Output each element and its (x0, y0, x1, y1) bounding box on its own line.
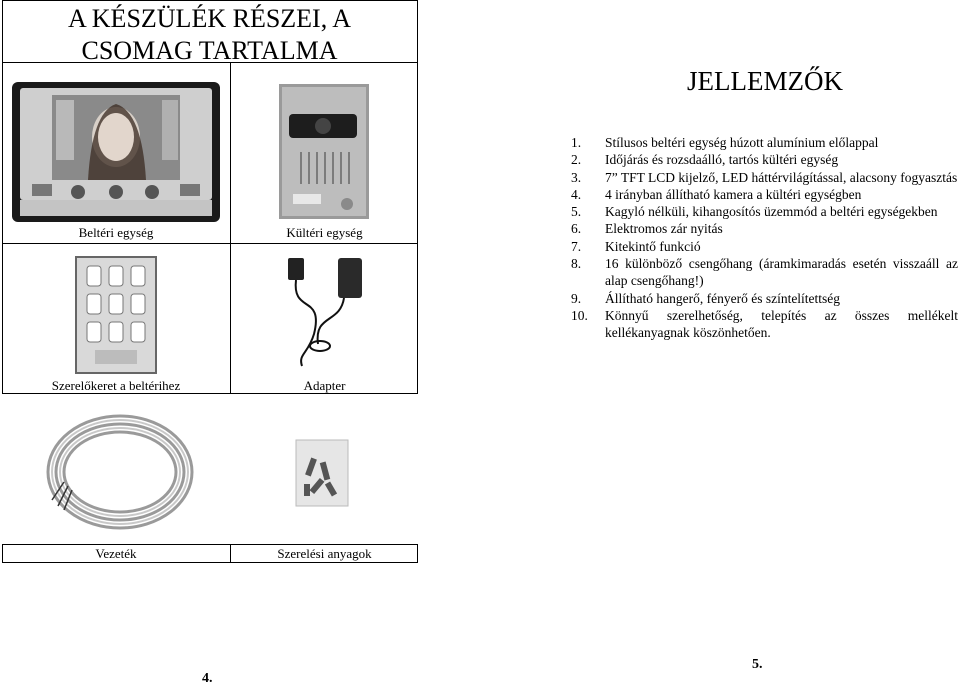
page-title-line1: A KÉSZÜLÉK RÉSZEI, A (67, 4, 352, 33)
list-item (571, 238, 958, 255)
page-title-line2: CSOMAG TARTALMA (81, 36, 338, 65)
mounting-frame-image (75, 256, 157, 374)
caption-adapter: Adapter (303, 378, 346, 393)
indoor-unit-image (12, 82, 220, 222)
caption-indoor-unit: Beltéri egység (78, 225, 154, 240)
caption-installation-kit: Szerelési anyagok (277, 546, 372, 561)
list-item-number: 4. (571, 186, 582, 202)
list-item-text: Elektromos zár nyitás (605, 221, 723, 237)
caption-outdoor-unit: Kültéri egység (286, 225, 363, 240)
list-item-text: Stílusos beltéri egység húzott alumínium előlappal (605, 135, 879, 150)
list-item-text: Kagyló nélküli, kihangosítós üzemmód a beltéri egységekben (605, 204, 938, 220)
list-item-number: 10. (571, 307, 588, 323)
caption-cable: Vezeték (95, 546, 137, 561)
installation-kit-image (294, 438, 350, 508)
list-item (571, 203, 958, 220)
adapter-image (284, 254, 364, 374)
list-item-text: Állítható hangerő, fényerő és színtelítettség (605, 290, 841, 306)
list-item (571, 134, 958, 151)
divider (2, 243, 418, 244)
list-item (571, 290, 958, 307)
page-title (2, 3, 417, 67)
list-item-number: 1. (571, 135, 582, 150)
list-item-text: 4 irányban állítható kamera a kültéri egységben (605, 186, 862, 202)
list-item (571, 220, 958, 237)
features-list (571, 134, 958, 342)
list-item-number: 8. (571, 256, 582, 272)
list-item-text: 7” TFT LCD kijelző, LED háttérvilágítással, alacsony fogyasztás (605, 169, 958, 185)
list-item-number: 9. (571, 290, 582, 306)
list-item-text: Időjárás és rozsdaálló, tartós kültéri egység (605, 152, 839, 168)
list-item (571, 186, 958, 203)
page-number-right: 5. (752, 657, 763, 672)
outdoor-unit-image (279, 84, 369, 219)
list-item (571, 169, 958, 186)
features-heading: JELLEMZŐK (687, 66, 843, 96)
page-number-left: 4. (202, 671, 213, 686)
list-item-number: 3. (571, 169, 582, 185)
list-item (571, 255, 958, 290)
list-item-number: 2. (571, 152, 582, 168)
cable-image (44, 412, 196, 532)
caption-mounting-frame: Szerelőkeret a beltérihez (51, 378, 181, 393)
list-item-text: 16 különböző csengőhang (áramkimaradás esetén visszaáll az alap csengőhang!) (605, 256, 958, 289)
list-item (571, 307, 958, 342)
list-item-number: 5. (571, 204, 582, 220)
list-item-number: 6. (571, 221, 582, 237)
list-item-text: Könnyű szerelhetőség, telepítés az összes mellékelt kellékanyagnak köszönhetően. (605, 307, 958, 341)
list-item (571, 151, 958, 168)
list-item-text: Kitekintő funkció (605, 238, 701, 254)
list-item-number: 7. (571, 238, 582, 254)
